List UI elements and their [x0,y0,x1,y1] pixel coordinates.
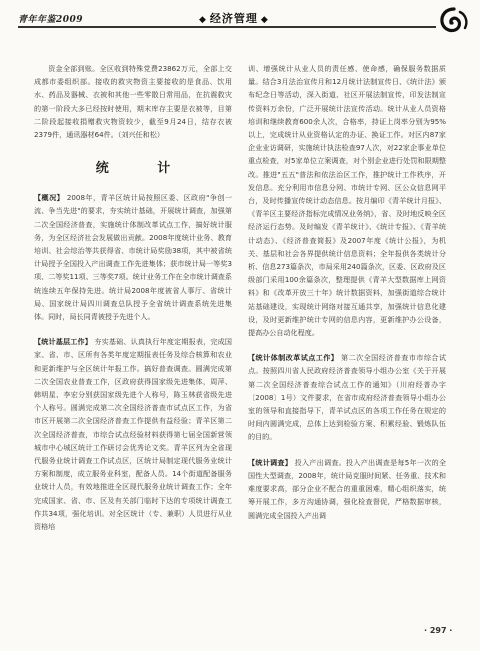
body-paragraph [34,335,232,533]
body-paragraph [248,351,446,443]
left-column [34,62,232,533]
diamond-icon: ◆ [199,15,207,25]
body-paragraph: 资金全部到账。全区收到特殊党费23862万元，全部上交成都市委组织部。接收的救灾物资主要接收的是食品、饮用水、药品及器械、衣被和其他一些零散日常用品，在抗震救灾的第一阶段大多已经按时使用，期末库存主要是衣被等，目第二阶段起接收捐赠救灾物资较少，截至9月24日，结存衣被2379件，通讯器材64件。（刘兴任和松） [34,64,232,140]
paragraph-tag: 【概况】 [34,193,65,203]
page-number: · 297 · [424,626,453,635]
header-rule [18,26,436,28]
paragraph-text: 第二次全国经济普查市市综合试点。按照四川省人民政府经济普查领导小组办公室《关于开展第二次全国经济普查综合试点工作的通知》（川府经普办字〔2008〕1号）文件要求，在省市成府经济普查领导小组办公室的领导和直接指导下，青羊试点区的各项工作任务在规定的时间内圆满完成，总体上达到检验方案、积累经验、锻炼队伍的目的。 [248,353,447,442]
diamond-icon: ◆ [260,15,269,25]
paragraph-text: 夯实基础、认真执行年度定期报表，完成国家、省、市、区所有各类年度定期报表任务及综合核算和农业和更新维护与全区统计年报工作。搞好普查调查。圆满完成第二次全国农业普查工作，区政府获得国家级先进集体，周萍、韩明星、李宏分别获国家级先进个人称号，陈玉林获省级先进个人称号。圆满完成第二次全国经济普查市试点区工作，为省市区开展第二次全国经济普查工作提供有益经验；青羊区第二次全国经济普查，市综合试点经验材料获得第七届全国新营领城市中心城区统计工作研讨会优秀论文奖。青羊区列为全省现代服务业统计调查工作试点区，区统计局制定现代服务业统计方案和制度，成立服务业科室，配备人员。14个街道配备服务业统计人员，有效地推进全区现代服务业统计调查工作；全年完成国家、省、市、区及有关部门临时下达的专项统计调查工作共34项，强化培训。对全区统计（专、兼职）人员进行从业资格培 [34,337,233,532]
section-header-text: 经济管理 [209,12,258,25]
swirl-logo-icon [438,6,470,38]
paragraph-tag: 【统计调查】 [248,457,293,467]
body-paragraph [34,191,232,323]
page-header [0,0,480,44]
paragraph-tag: 【统计体制改革试点工作】 [248,353,339,363]
section-heading: 统 计 [95,161,193,177]
section-header-title [196,10,272,26]
yearbook-label: 青年年鉴2009 [18,15,84,25]
body-paragraph: 训、增强统计从业人员的责任感、使命感，确保服务数据质量。结合3月法治宣传月和12月统计法制宣传日、《统计法》颁布纪念日等活动，深入街道、社区开展法制宣传，印发法制宣传资料万余份，广泛开展统计法宣传活动。统计从业人员资格培训和继续教育600余人次，合格率，持证上岗率分别为95%以上，完成统计从业资格认定的办证、换证工作。对区内87家企业业访调研，实施统计执法检查97人次，对22家企事业单位重点检查，对5家单位立案调查，对个别企业进行处罚和限期整改。推进"五五"普法和依法治区工作，推护统计工作秩序，开发信息。充分利用市信息分网、市统计专网、区公众信息网平台，及时传播宣传统计动态信息。按月编印《青羊统计月报》、《青羊区主要经济指标完成情况业务纳》，省、及时地反映全区经济运行态势。及时编发《青羊统计》、《统计专报》、《青羊统计动态》、《经济普查简报》及2007年度《统计公报》，为机关、基层和社会各界提供统计信息资料；全年报供各类统计分析、信息273篇条次，市局采用240篇条次，区委、区政府及区级部门采用100余篇条次，整理提供《青羊大型数据库上网资料》和《改革开放三十年》统计数据资料，加强街道综合统计站基础建设，实现统计网络对接互通共享，加强统计信息化建设，及时更新维护统计专网的信息内容，更新维护办公设备，提高办公自动化程度。 [248,64,446,338]
right-column [248,62,446,522]
body-paragraph [248,456,446,522]
paragraph-text: 投入产出调查。投入产出调查是每5年一次的全国性大型调查，2008年，统计局克服时间紧、任务重、技术和难度要求高，部分企业不配合的重重困难，精心组织落实，统筹开展工作，多方沟通协调，强化检查督促，严格数据审核，圆满完成全国投入产出调 [248,457,447,520]
paragraph-tag: 【统计基层工作】 [34,337,92,347]
paragraph-text: 2008年，青羊区统计局按照区委、区政府"争创一流、争当先进"的要求，夯实统计基础，开展统计调查，加强第二次全国经济普查，实施统计体制改革试点工作，搞好统计服务，为全区经济社会发展做出贡献。2008年度统计业务、教育培训、社会综治等共获得省、市统计局奖励38项，其中被省统计局授予全国投入产出调查工作先进集体；获市统计局一等奖3项、二等奖11项、三等奖7项。统计业务工作在全市统计调查系统连续五年保持先进。统计局2008年度被省人事厅、省统计局、国家统计局四川调查总队授予全省统计调查系统先进集体。同时，局长同青被授予先进个人。 [34,193,233,322]
